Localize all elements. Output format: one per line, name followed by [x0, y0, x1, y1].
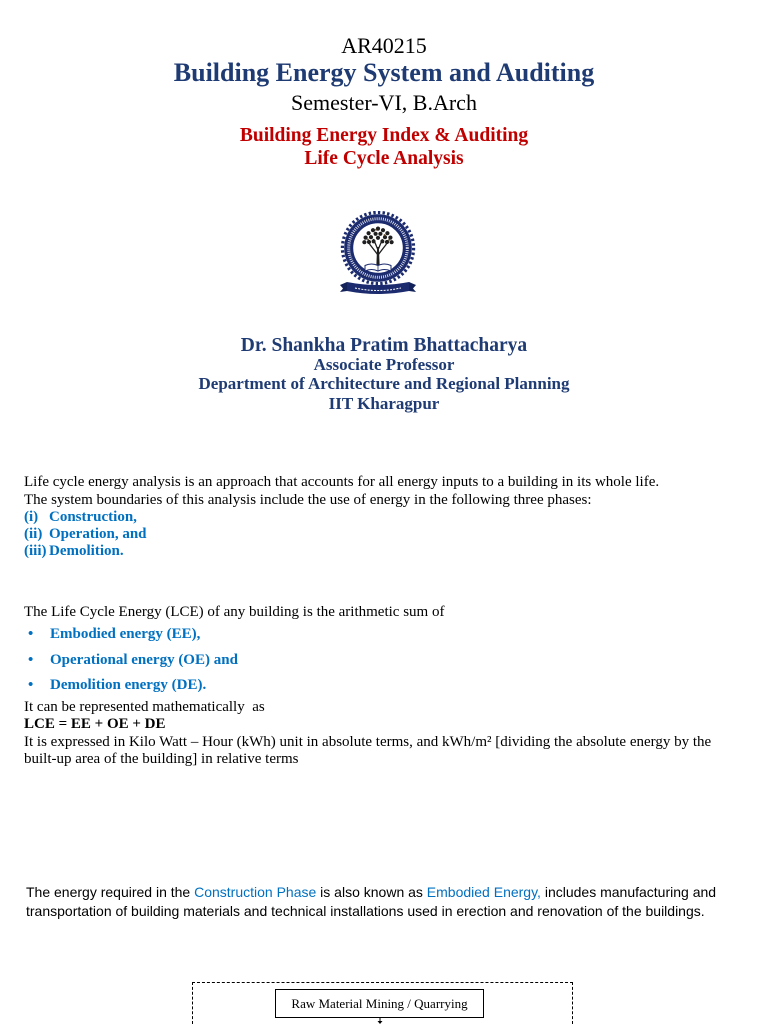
course-code: AR40215: [341, 33, 427, 58]
bullet-icon: •: [28, 652, 34, 668]
author-name: Dr. Shankha Pratim Bhattacharya: [240, 335, 528, 356]
lce-component-embodied: [24, 626, 200, 643]
component-text: Embodied energy (EE),: [50, 626, 201, 642]
iit-kharagpur-emblem-icon: [338, 211, 418, 298]
flowchart-step-raw-material: [275, 989, 484, 1018]
author-institute: IIT Kharagpur: [328, 394, 440, 413]
phase-label: (iii): [24, 543, 47, 559]
lce-formula: LCE = EE + OE + DE: [24, 716, 166, 732]
intro-line: Life cycle energy analysis is an approach that accounts for all energy inputs to a building in its whole life.: [24, 474, 660, 490]
bullet-icon: •: [28, 626, 34, 642]
topic-subtitle: Life Cycle Analysis: [304, 148, 464, 169]
lce-intro: The Life Cycle Energy (LCE) of any building is the arithmetic sum of: [24, 604, 445, 620]
embodied-energy-term: Embodied Energy,: [426, 884, 541, 900]
phase-text: Demolition.: [49, 543, 124, 559]
author-department: Department of Architecture and Regional Planning: [198, 374, 570, 393]
author-designation: Associate Professor: [313, 355, 455, 374]
lce-component-demolition: [24, 677, 206, 694]
course-title: Building Energy System and Auditing: [173, 58, 595, 87]
semester-label: Semester-VI, B.Arch: [291, 90, 477, 115]
component-text: Operational energy (OE) and: [50, 652, 238, 668]
intro-line: The system boundaries of this analysis include the use of energy in the following three phases:: [24, 492, 592, 508]
institute-logo: [338, 211, 418, 298]
open-book: [365, 264, 391, 271]
lce-unit-line: built-up area of the building] in relative terms: [24, 751, 299, 767]
phase-item-demolition: [24, 543, 124, 560]
embodied-energy-line: [26, 884, 716, 901]
topic-title: Building Energy Index & Auditing: [239, 125, 529, 146]
lce-unit-line: It is expressed in Kilo Watt – Hour (kWh) unit in absolute terms, and kWh/m² [dividing the absolute energy by the: [24, 734, 712, 750]
phase-item-construction: [24, 509, 137, 526]
phase-label: (ii): [24, 526, 43, 542]
component-text: Demolition energy (DE).: [50, 677, 207, 693]
step-label: Raw Material Mining / Quarrying: [291, 996, 468, 1011]
text-segment: includes manufacturing and: [540, 884, 717, 900]
lce-representation: It can be represented mathematically as: [24, 699, 265, 715]
phase-text: Construction,: [49, 509, 137, 525]
text-segment: The energy required in the: [26, 884, 195, 900]
bullet-icon: •: [28, 677, 34, 693]
phase-item-operation: [24, 526, 147, 543]
construction-phase-term: Construction Phase: [194, 884, 317, 900]
embodied-energy-line: transportation of building materials and technical installations used in erection and renovation of the buildings.: [26, 903, 705, 919]
phase-text: Operation, and: [49, 526, 147, 542]
arrow-down-icon: [374, 1017, 386, 1024]
lce-component-operational: [24, 652, 238, 669]
text-segment: is also known as: [316, 884, 427, 900]
phase-label: (i): [24, 509, 39, 525]
